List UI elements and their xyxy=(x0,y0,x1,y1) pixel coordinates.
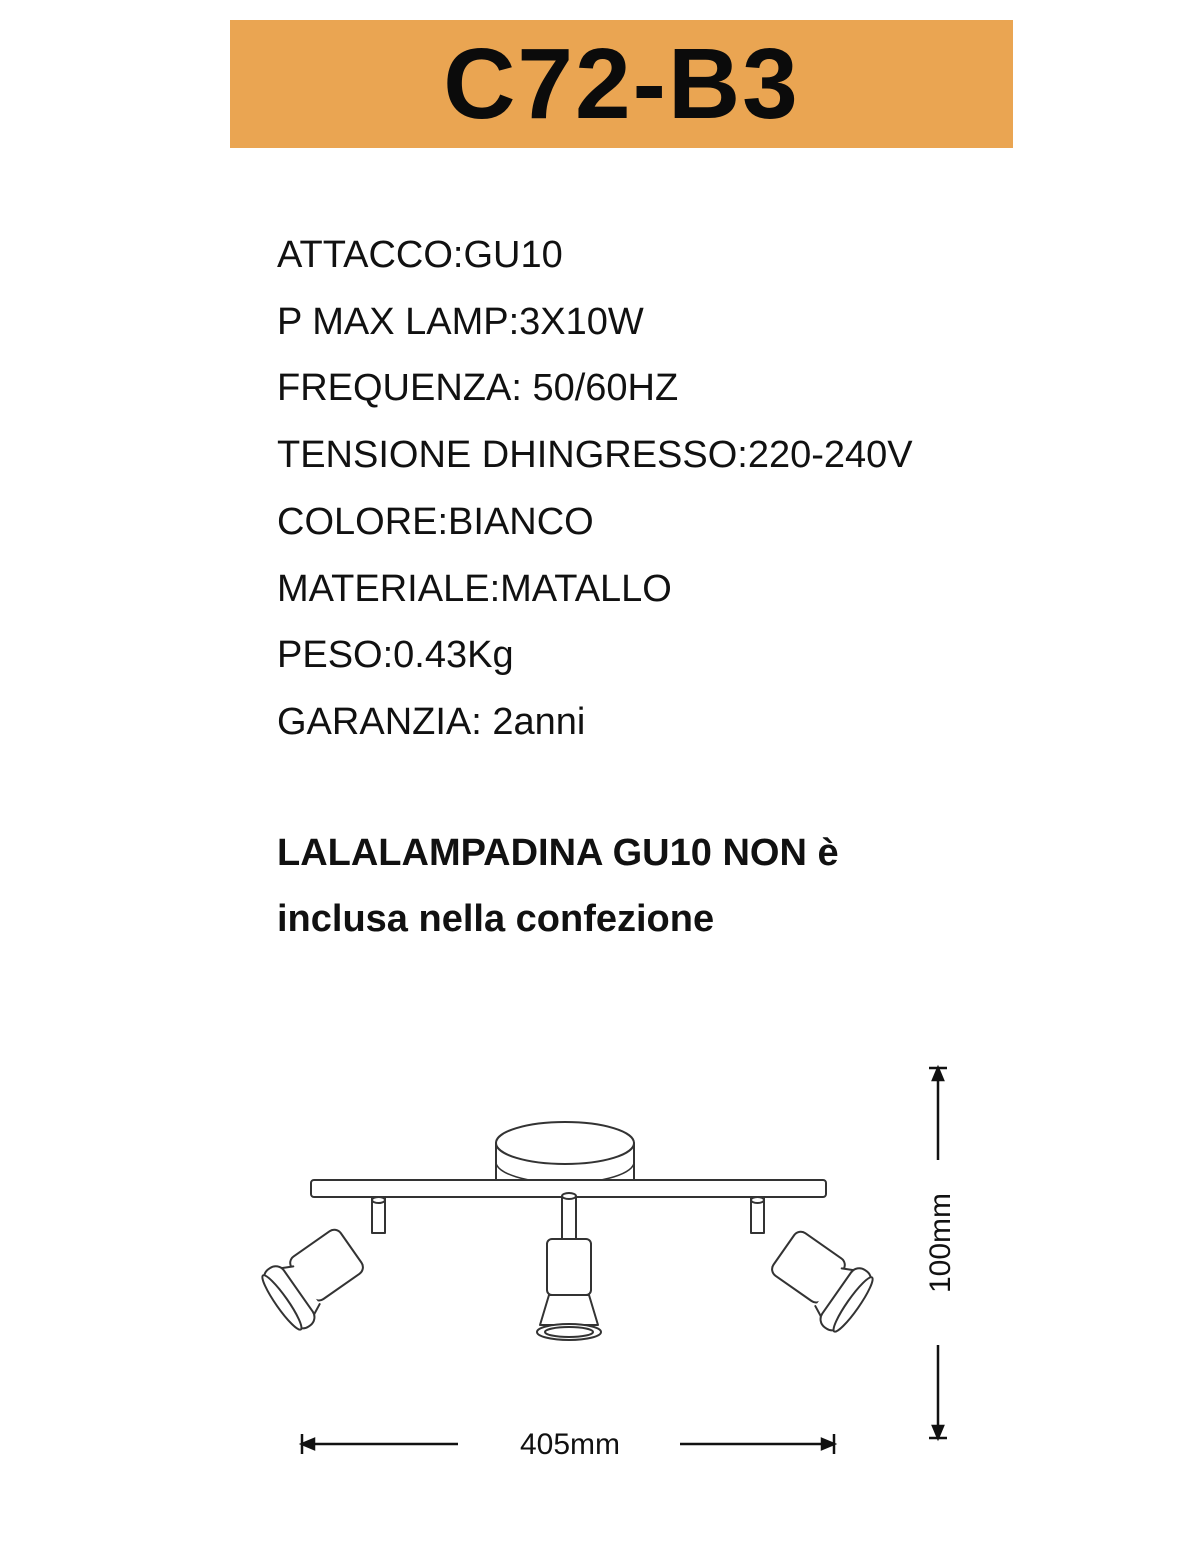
note-line-2: inclusa nella confezione xyxy=(277,898,715,940)
spec-warranty: GARANZIA: 2anni xyxy=(277,700,586,743)
spec-frequency: FREQUENZA: 50/60HZ xyxy=(277,367,679,410)
right-spotlight xyxy=(751,1197,878,1337)
spec-max-power: P MAX LAMP:3X10W xyxy=(277,300,644,343)
height-label: 100mm xyxy=(924,1192,957,1294)
ceiling-canopy xyxy=(496,1122,634,1183)
spec-material: MATERIALE:MATALLO xyxy=(277,567,672,610)
left-spotlight xyxy=(257,1197,385,1335)
center-spotlight xyxy=(537,1193,601,1340)
note-line-1: LALALAMPADINA GU10 NON è xyxy=(277,832,839,874)
width-label: 405mm xyxy=(519,1428,621,1461)
spec-color: COLORE:BIANCO xyxy=(277,500,594,543)
model-title: C72-B3 xyxy=(443,28,800,140)
spec-socket: ATTACCO:GU10 xyxy=(277,234,563,276)
spec-voltage: TENSIONE DHINGRESSO:220-240V xyxy=(277,434,913,477)
spec-weight: PESO:0.43Kg xyxy=(277,634,514,677)
